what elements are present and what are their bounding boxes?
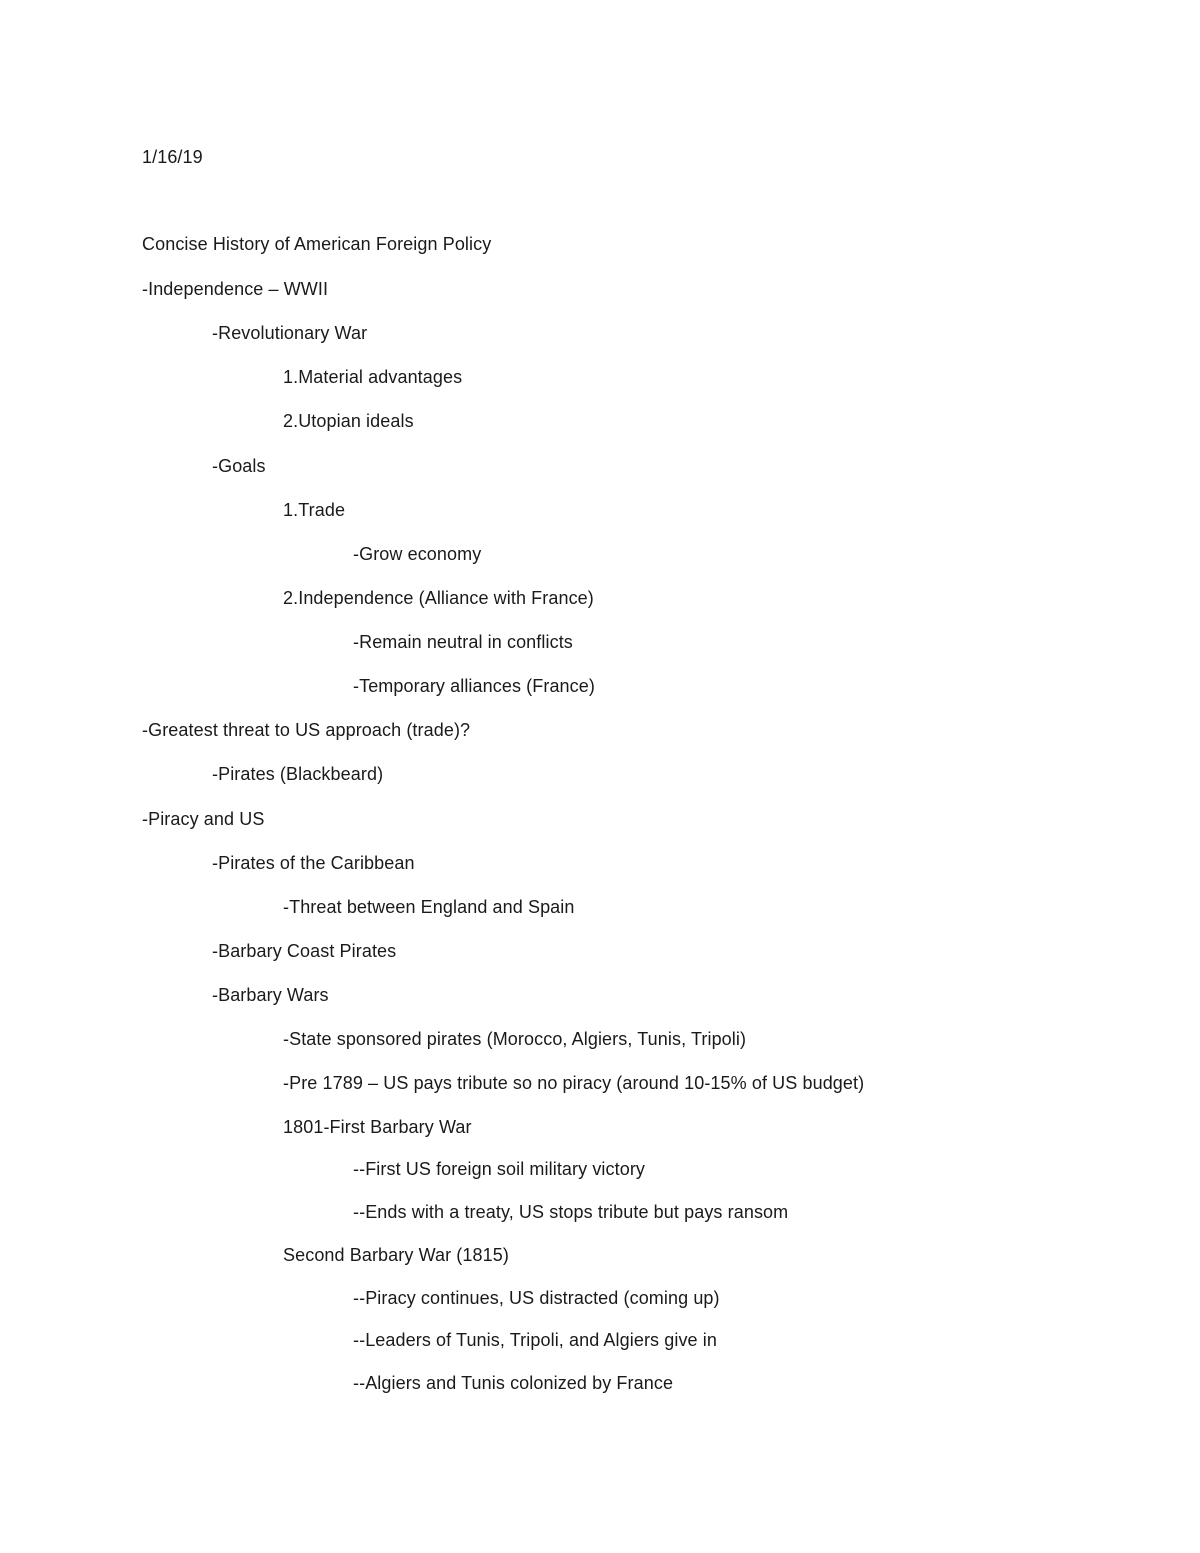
outline-line: -Pirates (Blackbeard): [212, 764, 384, 784]
outline-line: -Pre 1789 – US pays tribute so no piracy (around 10-15% of US budget): [283, 1073, 865, 1093]
outline-line: -Revolutionary War: [212, 323, 368, 343]
outline-line: -Greatest threat to US approach (trade)?: [142, 720, 471, 740]
outline-line: -Goals: [212, 456, 266, 476]
outline-line: --First US foreign soil military victory: [353, 1159, 646, 1179]
outline-line: -Barbary Wars: [212, 985, 329, 1005]
document-date: 1/16/19: [142, 147, 203, 167]
outline-line: -Temporary alliances (France): [353, 676, 595, 696]
outline-line: 1801-First Barbary War: [283, 1117, 472, 1137]
document-title: Concise History of American Foreign Policy: [142, 234, 492, 254]
outline-line: --Piracy continues, US distracted (coming up): [353, 1288, 720, 1308]
outline-line: -Barbary Coast Pirates: [212, 941, 397, 961]
outline-line: 1.Trade: [283, 500, 346, 520]
outline-line: -Pirates of the Caribbean: [212, 853, 415, 873]
outline-line: Second Barbary War (1815): [283, 1245, 509, 1265]
outline-line: -Remain neutral in conflicts: [353, 632, 573, 652]
outline-line: --Ends with a treaty, US stops tribute but pays ransom: [353, 1202, 789, 1222]
outline-line: 2.Independence (Alliance with France): [283, 588, 594, 608]
outline-line: 2.Utopian ideals: [283, 411, 414, 431]
outline-line: -Threat between England and Spain: [283, 897, 575, 917]
outline-line: -Grow economy: [353, 544, 482, 564]
outline-line: -Piracy and US: [142, 809, 265, 829]
outline-line: --Algiers and Tunis colonized by France: [353, 1373, 674, 1393]
outline-line: -State sponsored pirates (Morocco, Algiers, Tunis, Tripoli): [283, 1029, 747, 1049]
outline-line: 1.Material advantages: [283, 367, 463, 387]
outline-line: -Independence – WWII: [142, 279, 329, 299]
outline-line: --Leaders of Tunis, Tripoli, and Algiers give in: [353, 1330, 717, 1350]
